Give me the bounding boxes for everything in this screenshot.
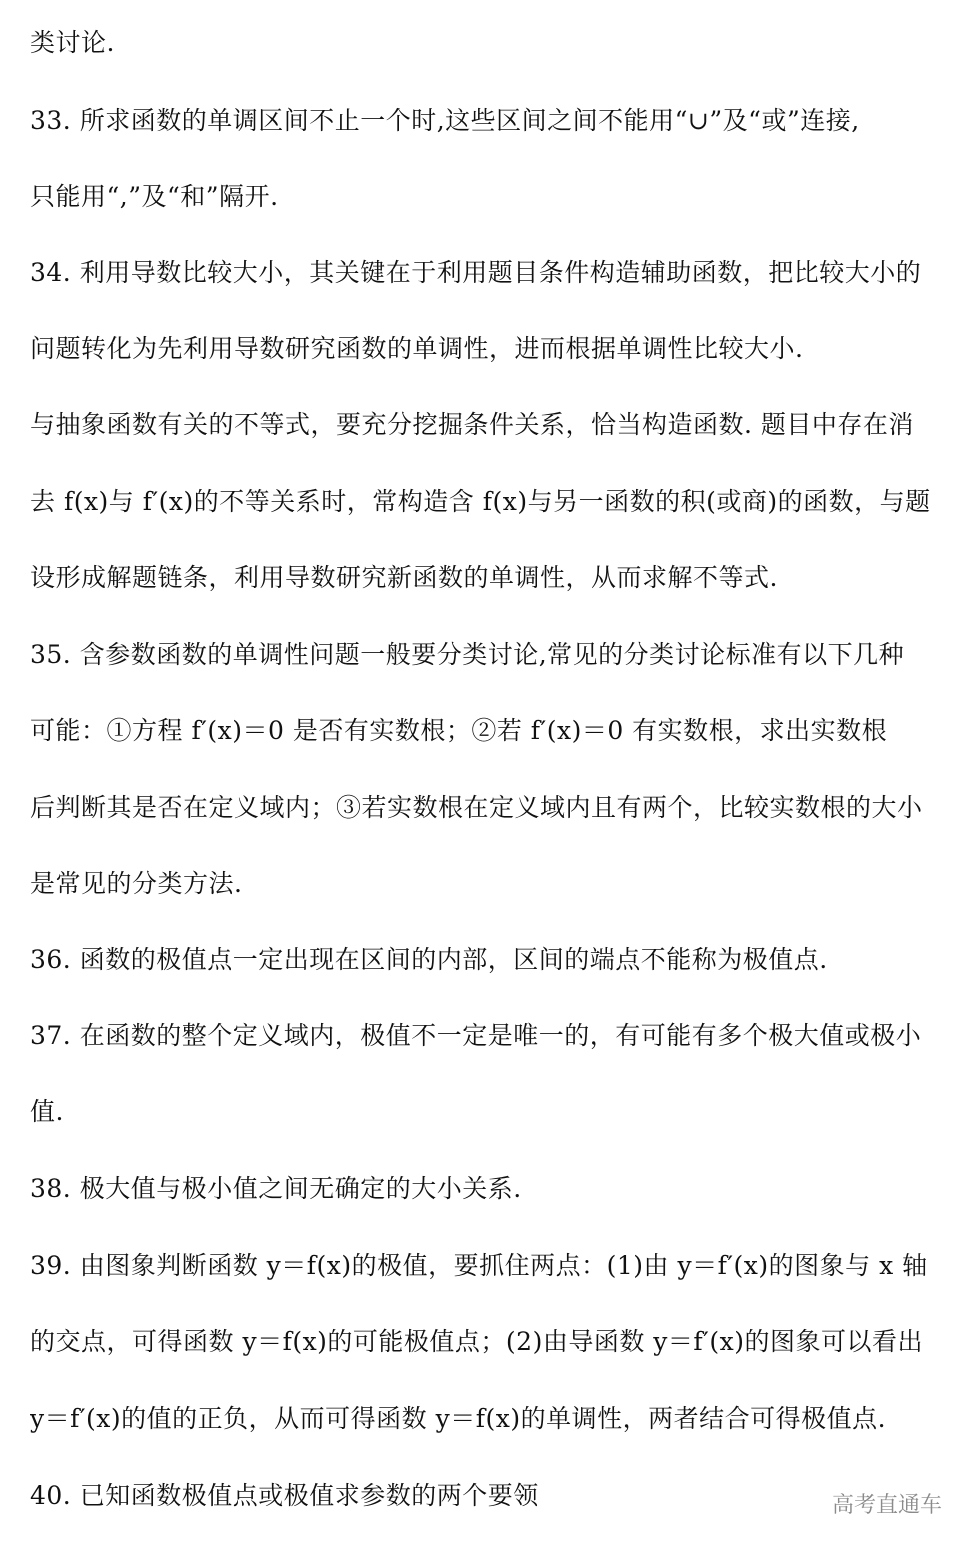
text-line: 值. (30, 1097, 64, 1126)
text-line: 可能：①方程 f′(x)＝0 是否有实数根；②若 f′(x)＝0 有实数根，求出实数根 (30, 716, 888, 745)
text-line: y＝f′(x)的值的正负，从而可得函数 y＝f(x)的单调性，两者结合可得极值点. (30, 1404, 887, 1433)
text-line: 与抽象函数有关的不等式，要充分挖掘条件关系，恰当构造函数. 题目中存在消 (30, 410, 914, 439)
text-line: 后判断其是否在定义域内；③若实数根在定义域内且有两个，比较实数根的大小 (30, 793, 923, 822)
text-line: 40. 已知函数极值点或极值求参数的两个要领 (30, 1481, 539, 1510)
text-line: 38. 极大值与极小值之间无确定的大小关系. (30, 1174, 522, 1203)
text-line: 设形成解题链条，利用导数研究新函数的单调性，从而求解不等式. (30, 563, 778, 592)
text-line: 39. 由图象判断函数 y＝f(x)的极值，要抓住两点：(1)由 y＝f′(x)的图象与 x 轴 (30, 1251, 928, 1280)
text-line: 35. 含参数函数的单调性问题一般要分类讨论,常见的分类讨论标准有以下几种 (30, 640, 905, 669)
text-line: 34. 利用导数比较大小，其关键在于利用题目条件构造辅助函数，把比较大小的 (30, 258, 922, 287)
text-line: 是常见的分类方法. (30, 869, 243, 898)
text-line: 36. 函数的极值点一定出现在区间的内部，区间的端点不能称为极值点. (30, 945, 828, 974)
text-line: 只能用“,”及“和”隔开. (30, 182, 279, 211)
text-line: 去 f(x)与 f′(x)的不等关系时，常构造含 f(x)与另一函数的积(或商)的函数，与题 (30, 487, 931, 516)
watermark: 高考直通车 (831, 1493, 942, 1518)
text-line: 37. 在函数的整个定义域内，极值不一定是唯一的，有可能有多个极大值或极小 (30, 1021, 922, 1050)
text-line: 的交点，可得函数 y＝f(x)的可能极值点；(2)由导函数 y＝f′(x)的图象可以看出 (30, 1327, 923, 1356)
text-line: 33. 所求函数的单调区间不止一个时,这些区间之间不能用“∪”及“或”连接, (30, 106, 860, 135)
text-line: 问题转化为先利用导数研究函数的单调性，进而根据单调性比较大小. (30, 334, 804, 363)
text-line: 类讨论. (30, 28, 115, 57)
